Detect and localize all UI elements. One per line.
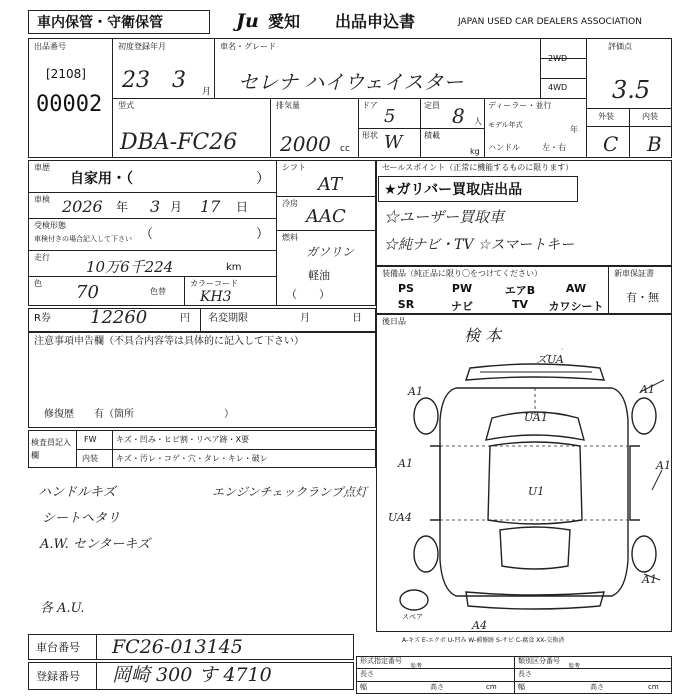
- damage-mark-roof: U1: [528, 485, 545, 498]
- equipment-label: 装備品（純正品に限り〇をつけてください）: [382, 269, 542, 278]
- fuel-other: （ ）: [286, 288, 330, 301]
- rear-seat-value: 検 本: [464, 326, 502, 345]
- model-label: 型式: [118, 101, 134, 110]
- sales-point-2: ☆純ナビ・TV ☆スマートキー: [384, 237, 575, 253]
- storage-label: 車内保管・守衛保管: [37, 15, 163, 31]
- recycle-label: R券: [34, 313, 51, 324]
- displacement-label: 排気量: [276, 101, 300, 110]
- dealer-label: ディーラー・並行: [488, 101, 552, 110]
- inspection-month-unit: 月: [170, 200, 183, 214]
- rear-seat-label: 後日品: [382, 317, 406, 326]
- damage-mark-left-front-bumper: A1: [408, 385, 423, 398]
- inspector-row1: キズ・凹み・ヒビ割・リペア跡・X要: [116, 435, 250, 444]
- spec-right-unit: cm: [648, 683, 659, 691]
- equipment-sr: SR: [397, 298, 415, 311]
- displacement-value: 2000: [280, 132, 331, 156]
- reg-number-label: 登録番号: [36, 670, 80, 683]
- lot-number: 00002: [36, 92, 103, 117]
- exterior-grade: C: [603, 132, 619, 156]
- inspection-day: 17: [200, 197, 221, 216]
- reg-number-value: 岡崎 300 す 4710: [112, 664, 272, 686]
- registration-year: 23: [122, 68, 150, 93]
- acceptance-close: ）: [256, 227, 270, 242]
- fuel-diesel: 軽油: [308, 269, 330, 282]
- spec-left-label-4: 高さ: [430, 683, 444, 691]
- registration-month: 3: [172, 68, 186, 93]
- handle-options: 左・右: [542, 143, 566, 152]
- ju-logo: Ju: [236, 10, 259, 32]
- sales-points-label: セールスポイント（正常に機能するものに限ります）: [382, 163, 574, 172]
- spec-left-label-3: 幅: [360, 683, 367, 691]
- acceptance-open: （: [140, 227, 154, 242]
- spec-left-unit: cm: [486, 683, 497, 691]
- spec-right-label-0: 類別区分番号: [518, 657, 560, 665]
- damage-legend: A-キズ E-エクボ U-凹み W-補修跡 S-サビ C-腐食 XX-交換済: [402, 637, 565, 644]
- capacity-unit: 人: [474, 117, 482, 126]
- org-name: 愛知: [268, 12, 301, 31]
- lot-label: 出品番号: [34, 42, 66, 51]
- inspector-row2: キズ・汚レ・コゲ・穴・タレ・キレ・破レ: [116, 454, 268, 463]
- history-label: 車歴: [34, 163, 50, 172]
- shape-label: 形状: [362, 131, 378, 140]
- equipment-tv: TV: [511, 298, 529, 311]
- acceptance-label: 受検形態: [34, 221, 66, 230]
- equipment-pw: PW: [451, 282, 473, 295]
- spec-left-label-2: 長さ: [360, 670, 374, 678]
- rating-label: 評価点: [608, 42, 632, 51]
- model-year-unit: 年: [570, 125, 578, 134]
- drive-2wd: 2WD: [548, 54, 568, 63]
- color-value: 70: [76, 282, 99, 303]
- spec-left-label-1: 参考: [410, 663, 423, 670]
- displacement-unit: cc: [340, 144, 350, 154]
- inspection-day-unit: 日: [236, 200, 249, 214]
- doors-value: 5: [384, 106, 396, 127]
- association-name: JAPAN USED CAR DEALERS ASSOCIATION: [458, 17, 642, 27]
- inspection-year: 2026: [62, 197, 103, 216]
- car-name-label: 車名・グレード: [220, 42, 276, 51]
- fuel-gasoline: ガソリン: [306, 245, 355, 259]
- equipment-navi: ナビ: [451, 300, 473, 313]
- history-value: 自家用・（: [70, 171, 133, 187]
- chassis-value: FC26-013145: [112, 636, 243, 658]
- color-code-value: KH3: [200, 289, 232, 305]
- damage-mark-right-door: A1: [656, 459, 671, 472]
- model-value: DBA-FC26: [120, 130, 238, 155]
- equipment-airbag: エアB: [504, 284, 536, 297]
- interior-label: 内装: [642, 112, 658, 121]
- model-year-label: モデル年式: [488, 121, 523, 129]
- inspection-label: 車検: [34, 195, 50, 204]
- registration-month-unit: 月: [202, 87, 212, 97]
- rating-score: 3.5: [612, 76, 651, 104]
- doors-label: ドア: [362, 101, 378, 110]
- exterior-label: 外装: [598, 112, 614, 121]
- damage-mark-front: ズUA: [536, 353, 564, 366]
- inspection-year-unit: 年: [116, 200, 129, 214]
- name-change-month: 月: [300, 313, 310, 324]
- recycle-unit: 円: [180, 313, 190, 324]
- equipment-leather-seat: カワシート: [548, 300, 604, 313]
- mileage-label: 走行: [34, 253, 50, 262]
- mileage-unit: km: [226, 262, 242, 273]
- damage-mark-rear-bumper: A4: [472, 619, 487, 632]
- load-label: 積載: [424, 131, 440, 140]
- capacity-value: 8: [452, 104, 465, 128]
- equipment-aw: AW: [565, 282, 587, 295]
- spec-right-label-1: 参考: [568, 663, 581, 670]
- aircon-label: 冷房: [282, 199, 298, 208]
- remark-misc: 各 A.U.: [40, 601, 85, 616]
- shape-value: W: [384, 132, 403, 153]
- remark-engine-lamp: エンジンチェックランプ点灯: [212, 485, 368, 499]
- inspector-label: 検査員記入欄: [31, 438, 71, 460]
- damage-mark-left-door: A1: [398, 457, 413, 470]
- remark-seat: シートヘタリ: [42, 511, 121, 526]
- damage-mark-right-front-bumper: A1: [640, 383, 655, 396]
- drive-4wd: 4WD: [548, 83, 568, 92]
- form-title: 出品申込書: [335, 12, 416, 31]
- aircon-value: AAC: [306, 206, 346, 227]
- spec-right-label-2: 長さ: [518, 670, 532, 678]
- registration-label: 初度登録年月: [118, 42, 166, 51]
- name-change-label: 名変期限: [208, 313, 248, 324]
- name-change-day: 日: [352, 313, 362, 324]
- damage-mark-right-rear: A1: [642, 573, 657, 586]
- load-unit: kg: [470, 147, 480, 156]
- equipment-ps: PS: [398, 282, 414, 295]
- lot-code: [2108]: [46, 67, 86, 81]
- handle-label: ハンドル: [488, 143, 520, 152]
- warranty-label: 新車保証書: [614, 269, 654, 278]
- shift-value: AT: [318, 174, 343, 195]
- sales-banner: ★ガリバー買取店出品: [384, 182, 523, 198]
- spec-right-label-4: 高さ: [590, 683, 604, 691]
- spec-right-label-3: 幅: [518, 683, 525, 691]
- interior-grade: B: [647, 132, 662, 156]
- damage-mark-hood: UA1: [524, 411, 548, 424]
- color-shade-label: 色替: [150, 287, 166, 296]
- color-code-label: カラーコード: [190, 279, 238, 288]
- warranty-options: 有・無: [626, 291, 659, 304]
- chassis-label: 車台番号: [36, 641, 80, 654]
- history-close: ）: [256, 171, 270, 187]
- color-label: 色: [34, 279, 42, 288]
- recycle-value: 12260: [90, 307, 148, 328]
- mileage-value: 10万6千224: [86, 258, 174, 276]
- inspection-month: 3: [150, 197, 161, 216]
- car-name-value: セレナ ハイウェイスター: [238, 70, 464, 94]
- inspector-row1-label: FW: [84, 435, 97, 444]
- spec-left-label-0: 形式指定番号: [360, 657, 402, 665]
- remark-steering: ハンドルキズ: [38, 485, 116, 500]
- fuel-label: 燃料: [282, 233, 298, 242]
- notes-label: 注意事項申告欄（不具合内容等は具体的に記入して下さい）: [34, 336, 304, 347]
- spare-tire-label: スペア: [402, 613, 423, 621]
- remark-wheel: A.W. センターキズ: [40, 537, 151, 552]
- damage-mark-left-rear: UA4: [388, 511, 412, 524]
- capacity-label: 定員: [424, 101, 440, 110]
- acceptance-note: 車検付きの場合記入して下さい: [34, 235, 132, 243]
- repair-history: 修復歴 有（箇所 ）: [44, 409, 234, 420]
- sales-point-1: ☆ユーザー買取車: [384, 208, 505, 226]
- shift-label: シフト: [282, 163, 306, 172]
- inspector-row2-label: 内装: [82, 454, 98, 463]
